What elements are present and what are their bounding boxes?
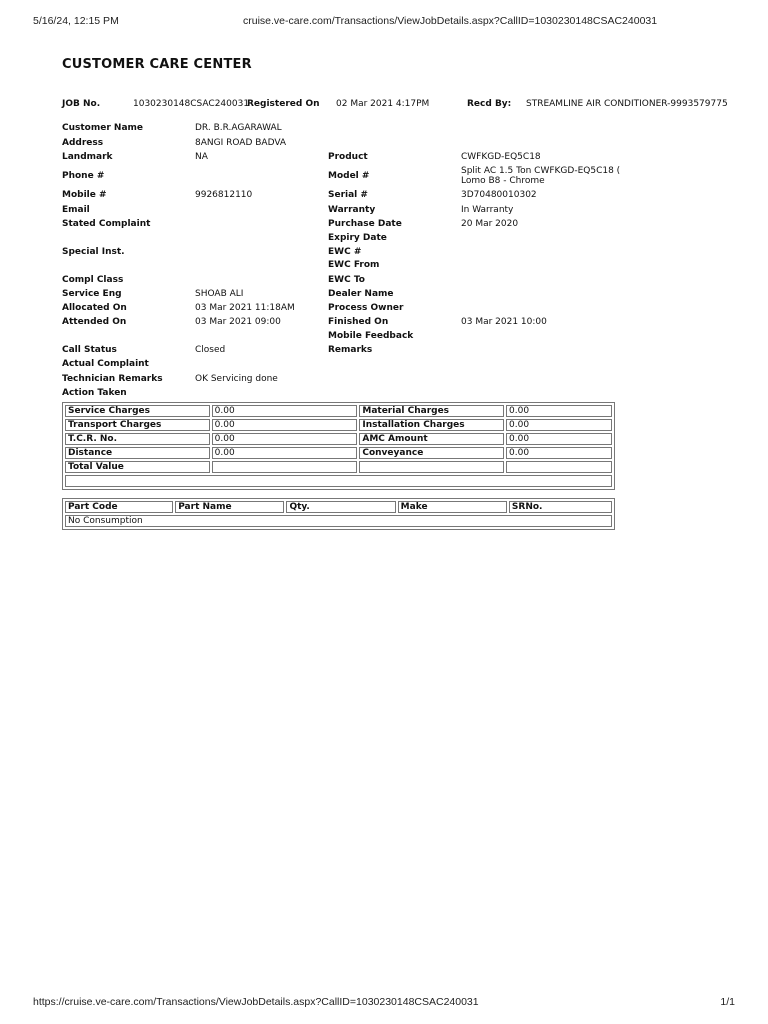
- phone-label: Phone #: [62, 171, 105, 181]
- table-row: [65, 447, 612, 459]
- finished-on-label: Finished On: [328, 317, 389, 327]
- empty-row-cell: [65, 475, 612, 487]
- installation-charges-label: Installation Charges: [359, 419, 504, 431]
- detail-row: [0, 260, 768, 272]
- process-owner-label: Process Owner: [328, 303, 404, 313]
- print-header: [33, 15, 735, 29]
- ewc-no-label: EWC #: [328, 247, 362, 257]
- distance-value: 0.00: [212, 447, 358, 459]
- technician-remarks-label: Technician Remarks: [62, 374, 163, 384]
- job-no-label: JOB No.: [62, 99, 101, 109]
- detail-row: [0, 247, 768, 259]
- table-header-row: [65, 501, 612, 513]
- address-label: Address: [62, 138, 104, 148]
- detail-row: [0, 233, 768, 245]
- service-eng-value: SHOAB ALI: [195, 289, 244, 299]
- charges-table: [62, 402, 615, 490]
- transport-charges-value: 0.00: [212, 419, 358, 431]
- job-row: [0, 99, 768, 111]
- print-url: cruise.ve-care.com/Transactions/ViewJobDetails.aspx?CallID=1030230148CSAC240031: [243, 15, 658, 27]
- tcr-no-label: T.C.R. No.: [65, 433, 210, 445]
- ewc-to-label: EWC To: [328, 275, 365, 285]
- call-status-label: Call Status: [62, 345, 117, 355]
- attended-on-value: 03 Mar 2021 09:00: [195, 317, 281, 327]
- detail-row: [0, 166, 768, 186]
- amc-amount-value: 0.00: [506, 433, 612, 445]
- detail-row: [0, 388, 768, 400]
- table-row: [65, 419, 612, 431]
- landmark-value: NA: [195, 152, 208, 162]
- job-no-value: 1030230148CSAC240031: [133, 99, 250, 109]
- recd-by-label: Recd By:: [467, 99, 512, 109]
- column-header-make: Make: [398, 501, 507, 513]
- action-taken-label: Action Taken: [62, 388, 127, 398]
- print-footer: [33, 996, 735, 1010]
- total-value-value: [212, 461, 358, 473]
- allocated-on-label: Allocated On: [62, 303, 127, 313]
- warranty-value: In Warranty: [461, 205, 514, 215]
- dealer-name-label: Dealer Name: [328, 289, 394, 299]
- call-status-value: Closed: [195, 345, 226, 355]
- table-row: [65, 405, 612, 417]
- material-charges-label: Material Charges: [359, 405, 504, 417]
- expiry-date-label: Expiry Date: [328, 233, 387, 243]
- detail-row: [0, 345, 768, 357]
- mobile-feedback-label: Mobile Feedback: [328, 331, 414, 341]
- landmark-label: Landmark: [62, 152, 113, 162]
- product-label: Product: [328, 152, 368, 162]
- special-inst-label: Special Inst.: [62, 247, 125, 257]
- detail-row: [0, 331, 768, 343]
- compl-class-label: Compl Class: [62, 275, 124, 285]
- detail-row: [0, 359, 768, 371]
- tcr-no-value: 0.00: [212, 433, 358, 445]
- amc-amount-label: AMC Amount: [359, 433, 504, 445]
- detail-row: [0, 190, 768, 202]
- column-header-part-code: Part Code: [65, 501, 173, 513]
- table-row: [65, 461, 612, 473]
- detail-row: [0, 275, 768, 287]
- print-footer-url: https://cruise.ve-care.com/Transactions/ViewJobDetails.aspx?CallID=1030230148CSAC240031: [33, 996, 479, 1008]
- mobile-value: 9926812110: [195, 190, 253, 200]
- purchase-date-value: 20 Mar 2020: [461, 219, 519, 229]
- total-value-label: Total Value: [65, 461, 210, 473]
- detail-row: [0, 303, 768, 315]
- address-value: 8ANGI ROAD BADVA: [195, 138, 287, 148]
- table-row: [65, 515, 612, 527]
- model-value-line2: Lomo B8 - Chrome: [461, 176, 545, 186]
- column-header-srno: SRNo.: [509, 501, 612, 513]
- service-charges-value: 0.00: [212, 405, 358, 417]
- customer-name-label: Customer Name: [62, 123, 143, 133]
- attended-on-label: Attended On: [62, 317, 127, 327]
- finished-on-value: 03 Mar 2021 10:00: [461, 317, 547, 327]
- recd-by-value: STREAMLINE AIR CONDITIONER-9993579775: [526, 99, 728, 109]
- service-charges-label: Service Charges: [65, 405, 210, 417]
- registered-on-value: 02 Mar 2021 4:17PM: [336, 99, 430, 109]
- mobile-label: Mobile #: [62, 190, 107, 200]
- detail-row: [0, 152, 768, 164]
- customer-name-value: DR. B.R.AGARAWAL: [195, 123, 282, 133]
- column-header-qty: Qty.: [286, 501, 395, 513]
- installation-charges-value: 0.00: [506, 419, 612, 431]
- no-consumption-cell: No Consumption: [65, 515, 612, 527]
- stated-complaint-label: Stated Complaint: [62, 219, 151, 229]
- ewc-from-label: EWC From: [328, 260, 380, 270]
- remarks-label: Remarks: [328, 345, 373, 355]
- print-datetime: 5/16/24, 12:15 PM: [33, 15, 119, 27]
- page-title: CUSTOMER CARE CENTER: [62, 57, 252, 72]
- product-value: CWFKGD-EQ5C18: [461, 152, 541, 162]
- transport-charges-label: Transport Charges: [65, 419, 210, 431]
- model-value-line1: Split AC 1.5 Ton CWFKGD-EQ5C18 (: [461, 166, 621, 176]
- detail-row: [0, 317, 768, 329]
- serial-value: 3D70480010302: [461, 190, 537, 200]
- detail-row: [0, 289, 768, 301]
- detail-row: [0, 138, 768, 150]
- warranty-label: Warranty: [328, 205, 376, 215]
- email-label: Email: [62, 205, 90, 215]
- detail-row: [0, 219, 768, 231]
- detail-row: [0, 205, 768, 217]
- purchase-date-label: Purchase Date: [328, 219, 402, 229]
- allocated-on-value: 03 Mar 2021 11:18AM: [195, 303, 295, 313]
- material-charges-value: 0.00: [506, 405, 612, 417]
- model-label: Model #: [328, 171, 370, 181]
- distance-label: Distance: [65, 447, 210, 459]
- conveyance-label: Conveyance: [359, 447, 504, 459]
- detail-row: [0, 123, 768, 135]
- parts-table: [62, 498, 615, 530]
- empty-cell: [359, 461, 504, 473]
- empty-cell: [506, 461, 612, 473]
- actual-complaint-label: Actual Complaint: [62, 359, 149, 369]
- registered-on-label: Registered On: [247, 99, 320, 109]
- table-row: [65, 433, 612, 445]
- table-row: [65, 475, 612, 487]
- page-count: 1/1: [720, 996, 735, 1008]
- serial-label: Serial #: [328, 190, 368, 200]
- service-eng-label: Service Eng: [62, 289, 122, 299]
- technician-remarks-value: OK Servicing done: [195, 374, 278, 384]
- column-header-part-name: Part Name: [175, 501, 284, 513]
- detail-row: [0, 374, 768, 386]
- conveyance-value: 0.00: [506, 447, 612, 459]
